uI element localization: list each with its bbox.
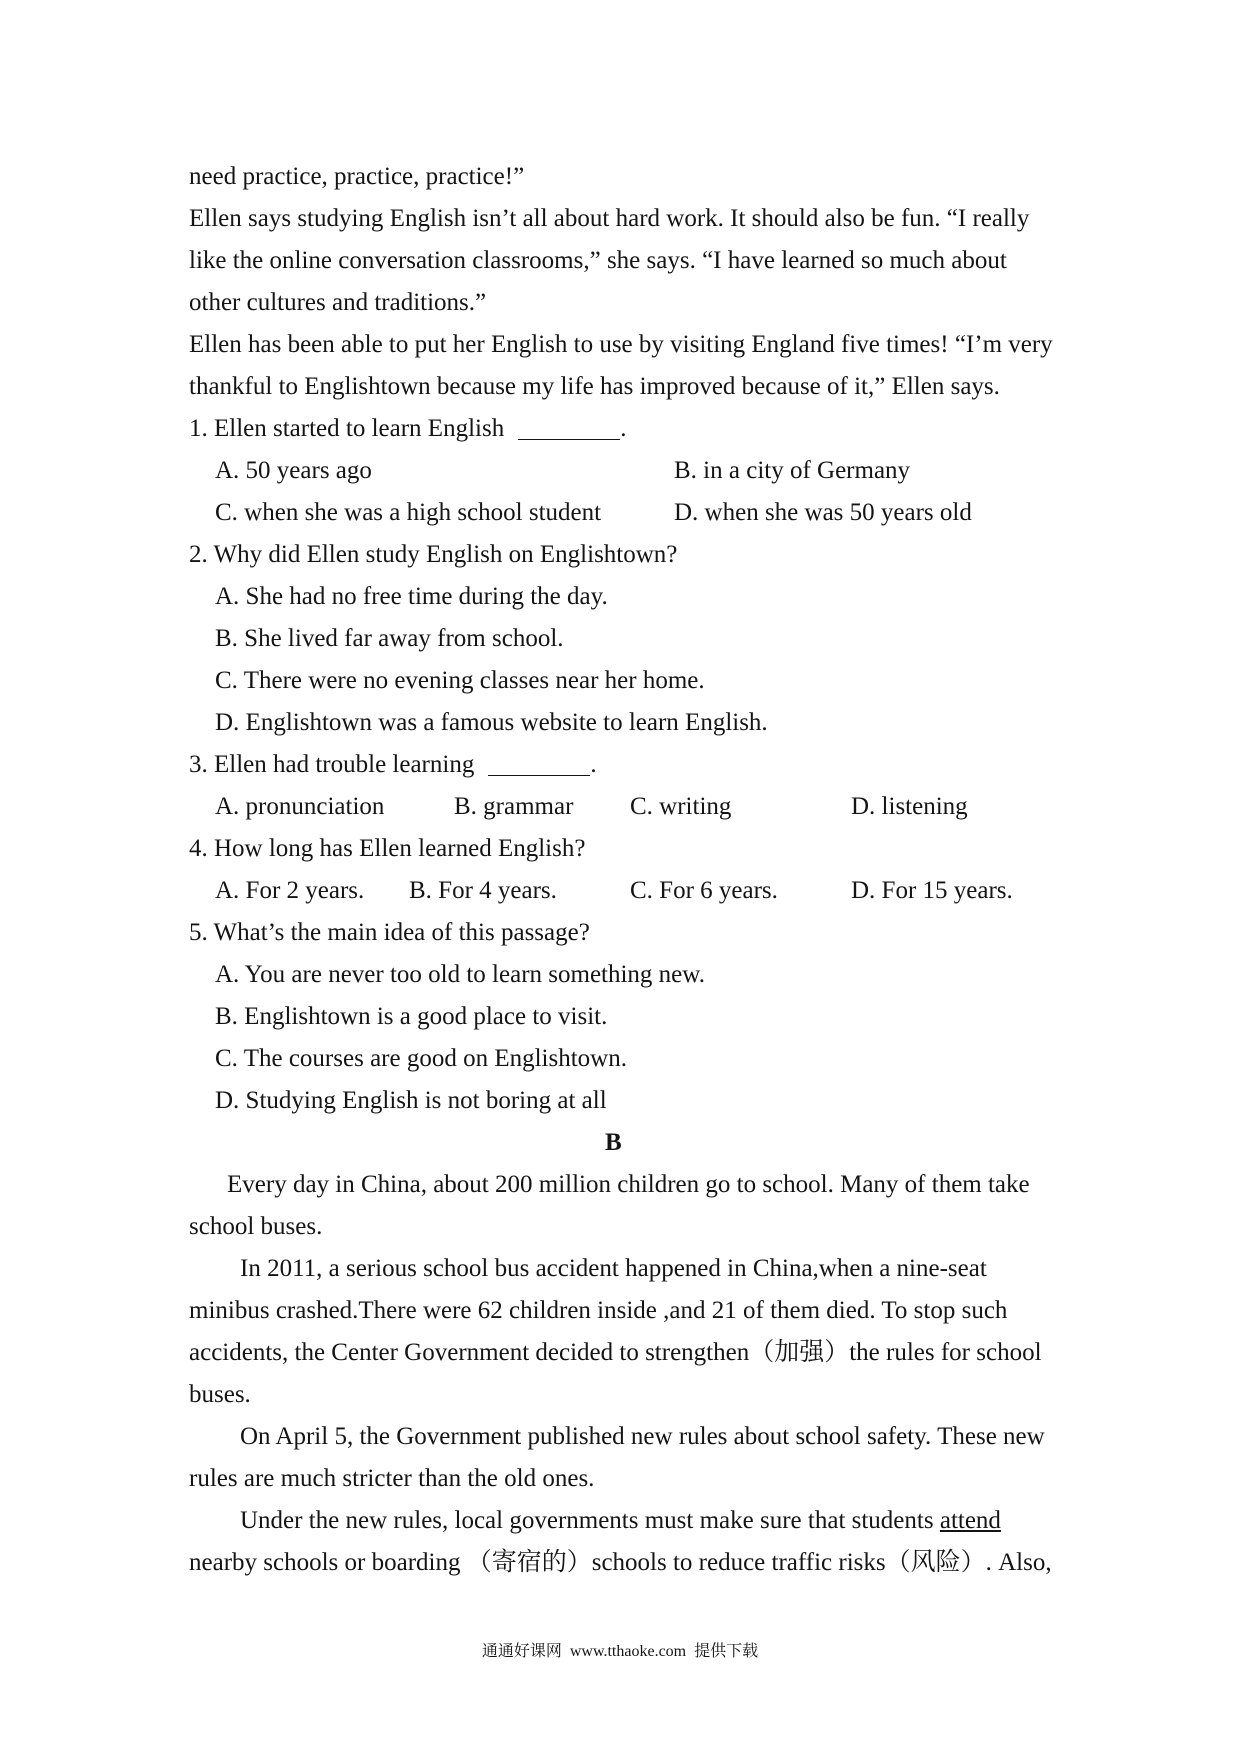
option-b: B. grammar [454,793,574,820]
option-b: B. Englishtown is a good place to visit. [215,1003,608,1030]
passage-line: Ellen says studying English isn’t all about hard work. It should also be fun. “I really [189,205,1030,232]
paragraph-line: accidents, the Center Government decided to strengthen（加强）the rules for school [189,1339,1042,1366]
answer-blank [518,438,620,440]
option-c: C. The courses are good on Englishtown. [215,1045,627,1072]
answer-blank [488,774,590,776]
option-a: A. For 2 years. [215,877,365,904]
options-row [189,492,1089,534]
passage-line: Ellen has been able to put her English to use by visiting England five times! “I’m very [189,331,1053,358]
paragraph-line: Every day in China, about 200 million children go to school. Many of them take [227,1171,1030,1198]
footer-source: 通通好课网 www.tthaoke.com 提供下载 [481,1643,759,1660]
option-b: B. For 4 years. [409,877,557,904]
option-d: D. For 15 years. [851,877,1013,904]
option-b: B. She lived far away from school. [215,625,564,652]
options-row [189,450,1089,492]
option-d: D. Studying English is not boring at all [215,1087,607,1114]
page-content [189,156,1089,1584]
section-heading-row [189,1122,1089,1164]
paragraph-line: school buses. [189,1213,323,1240]
paragraph-line: On April 5, the Government published new rules about school safety. These new [240,1423,1045,1450]
option-d: D. listening [851,793,968,820]
option-c: C. when she was a high school student [215,499,602,526]
option-d: D. Englishtown was a famous website to learn English. [215,709,768,736]
paragraph-line: nearby schools or boarding （寄宿的）schools to reduce traffic risks（风险）. Also, [189,1549,1052,1576]
option-a: A. 50 years ago [215,457,372,484]
question-3 [189,744,1089,786]
paragraph-line: In 2011, a serious school bus accident happened in China,when a nine-seat [240,1255,987,1282]
paragraph-line: rules are much stricter than the old ones. [189,1465,595,1492]
stem-period: . [620,415,627,442]
passage-line: other cultures and traditions.” [189,289,487,316]
passage-line: thankful to Englishtown because my life has improved because of it,” Ellen says. [189,373,1000,400]
option-a: A. She had no free time during the day. [215,583,608,610]
passage-line: need practice, practice, practice!” [189,163,525,190]
question-stem: 3. Ellen had trouble learning [189,751,475,778]
option-c: C. For 6 years. [630,877,778,904]
option-a: A. You are never too old to learn something new. [215,961,705,988]
passage-line: like the online conversation classrooms,” she says. “I have learned so much about [189,247,1007,274]
option-b: B. in a city of Germany [674,457,911,484]
paragraph-line [189,1500,1089,1542]
question-stem: 5. What’s the main idea of this passage? [189,919,590,946]
question-1 [189,408,1089,450]
question-stem: 4. How long has Ellen learned English? [189,835,586,862]
option-c: C. writing [630,793,732,820]
question-stem: 1. Ellen started to learn English [189,415,505,442]
underlined-word: attend [939,1507,1001,1534]
option-d: D. when she was 50 years old [674,499,972,526]
question-stem: 2. Why did Ellen study English on Englishtown? [189,541,678,568]
paragraph-line: buses. [189,1381,251,1408]
options-row [189,870,1089,912]
paragraph-text: Under the new rules, local governments must make sure that students [240,1507,934,1534]
option-c: C. There were no evening classes near her home. [215,667,705,694]
stem-period: . [590,751,597,778]
option-a: A. pronunciation [215,793,385,820]
section-heading: B [605,1129,622,1156]
paragraph-line: minibus crashed.There were 62 children inside ,and 21 of them died. To stop such [189,1297,1008,1324]
options-row [189,786,1089,828]
